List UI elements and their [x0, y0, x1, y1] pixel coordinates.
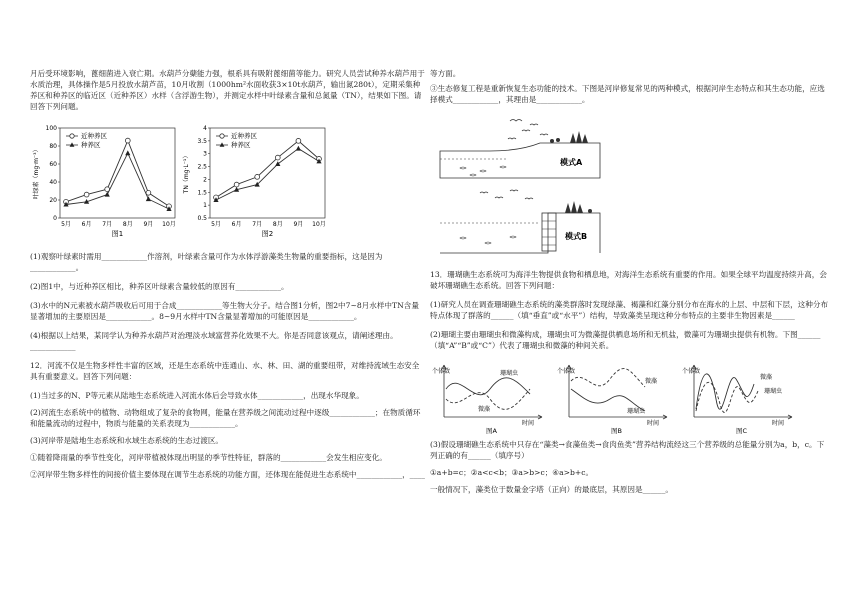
graph-b-xaxis: 时间	[647, 420, 660, 427]
chart-1-ytick-label-3: 60	[49, 161, 57, 168]
chart-2-caption: 图2	[261, 230, 274, 238]
chart-1-series-0-point-3	[125, 138, 130, 143]
chart-1-ytick-label-4: 80	[49, 143, 57, 150]
graph-a-caption: 图A	[486, 427, 497, 435]
chart-1-xtick-label-0: 5月	[61, 221, 71, 228]
birds-top	[508, 120, 548, 140]
chart-1-ytick-label-5: 100	[45, 125, 57, 132]
intro-paragraph: 月后受环境影响，蓖细菌进入衰亡期。水葫芦分蘖能力强，根系具有吸附蓖细菌等能力。研究人员尝试种养水葫芦用于水质治理，具体操作是5月投放水葫芦苗，10月收割（1000hm²水面收获3×10t水葫芦，输出氮280t），定期采集种养区和种养区的临近区（近种养区）水样（含浮游生物），并测定水样中叶绿素含量和总氮量（TN），结果如下图。请回答下列问题。	[30, 69, 425, 111]
chart-2-xtick-label-0: 5月	[211, 221, 221, 228]
figures-row	[30, 120, 425, 245]
chart-2-series-1-point-4	[296, 146, 301, 151]
mode-b-trees	[565, 201, 592, 213]
relationship-graphs	[430, 359, 830, 435]
question-12-intro: 12．河流不仅是生物多样性丰富的区域，还是生态系统中连通山、水、林、田、湖的重要纽带，对维持流域生态安全具有重要意义。回答下列问题：	[30, 361, 420, 381]
chart-2-ytick-label-1: 1	[203, 202, 207, 210]
mode-b-wall-bricks	[542, 221, 556, 245]
graph-c-coral-curve	[696, 382, 758, 412]
graph-a	[430, 359, 550, 435]
chart-1-ytick-label-0: 0	[53, 215, 57, 222]
chart-1-ylabel: 叶绿素（mg·m⁻³）	[33, 146, 40, 200]
graph-c-algae-curve	[696, 374, 754, 409]
chart-2-xtick-label-1: 6月	[231, 221, 242, 228]
graph-b-yaxis: 个体数	[557, 368, 576, 375]
chart-2-series-0-line	[216, 141, 319, 198]
right-column	[430, 68, 830, 503]
graph-a-xaxis: 时间	[522, 420, 535, 427]
graph-b	[555, 359, 675, 435]
chart-2-legend-1-label: 种养区	[231, 141, 251, 150]
chart-2-series-0-point-2	[255, 174, 260, 179]
question-13-part-3-options: ①a+b=c；②a<c<b；③a>b>c；④a>b+c。	[430, 468, 594, 477]
question-12-part-2: (2)河流生态系统中的植物、动物组成了复杂的食物网，能量在营养级之间流动过程中逐级____________；在物质循环和能量流动的过程中，物质与能量的关系表现为____________。	[30, 408, 421, 428]
question-13-intro: 13．珊瑚礁生态系统可为海洋生物提供食物和栖息地，对海洋生态系统有重要的作用。如果全球平均温度持续升高，会破坏珊瑚礁生态系统。回答下列问题：	[430, 270, 827, 290]
chart-2-series-0-point-4	[296, 138, 301, 143]
question-13-part-3: (3)假设珊瑚礁生态系统中只存在“藻类→食藻鱼类→食肉鱼类”营养结构流经这三个营养级的总能量分别为a，b，c。下列正确的有______（填序号）	[430, 440, 825, 460]
figure-2-chart	[180, 120, 360, 245]
question-13-part-4: 一般情况下，藻类位于数量金字塔（正向）的最底层，其原因是______。	[430, 485, 673, 494]
chart-2-series-1-point-3	[275, 161, 280, 166]
birds-middle	[480, 190, 533, 199]
chart-1-ytick-label-1: 20	[49, 197, 57, 204]
riverbank-modes-diagram	[430, 113, 610, 263]
chart-2-ytick-label-6: 3.5	[197, 137, 207, 145]
chart-2-xtick-label-5: 10月	[312, 221, 326, 228]
question-13-part-1: (1)研究人员在调查珊瑚礁生态系统的藻类群落时发现绿藻、褐藻和红藻分别分布在海水的上层、中层和下层，这种分布特点体现了群落的______（填“垂直”或“水平”）结构，导致藻类呈现这种分布特点的主要非生物因素是______	[430, 300, 829, 320]
chart-2-xtick-label-4: 9月	[293, 221, 304, 228]
graph-b-coral-label: 珊瑚虫	[627, 408, 646, 415]
question-3: (3)水中的N元素被水葫芦吸收后可用于合成____________等生物大分子。结合图1分析，图2中7~8月水样中TN含量显著增加的主要原因是____________。8~9月水样中TN含量显著增加的可能原因是____________。	[30, 301, 419, 321]
graph-b-algae-curve	[571, 369, 645, 387]
chart-1-series-1-line	[66, 153, 169, 209]
mode-a-label: 模式A	[560, 158, 583, 167]
chart-1-legend-0-label: 近种养区	[81, 132, 107, 141]
chart-1-xtick-label-5: 10月	[162, 221, 176, 228]
chart-2-series-0-point-1	[234, 182, 239, 187]
mode-b-fish	[460, 236, 516, 244]
chart-2-ytick-label-5: 3	[203, 150, 207, 158]
chart-2-ytick-label-3: 2	[203, 176, 207, 184]
graph-b-caption: 图B	[611, 427, 622, 435]
graph-a-algae-label: 微藻	[478, 406, 491, 413]
graph-c-yaxis: 个体数	[682, 368, 701, 375]
chart-1-series-1-point-4	[146, 196, 151, 201]
graph-a-coral-label: 珊瑚虫	[500, 370, 519, 377]
chart-2-ytick-label-4: 2.5	[197, 163, 207, 171]
question-12-part-3a: ①随着降雨量的季节性变化，河岸带植被体现出明显的季节性特征，群落的____________会发生相应变化。	[30, 453, 387, 462]
chart-2-ylabel: TN（mg·L⁻¹）	[183, 152, 190, 194]
graph-c	[680, 359, 810, 435]
chart-2-ytick-label-2: 1.5	[197, 189, 207, 197]
chart-2-xtick-label-2: 7月	[252, 221, 263, 228]
continued-text: 等方面。	[430, 69, 461, 78]
graph-c-algae-label: 微藻	[760, 374, 773, 381]
left-column	[30, 68, 425, 488]
chart-1-legend-1-label: 种养区	[81, 141, 101, 150]
chart-1-series-1-point-3	[125, 150, 130, 155]
question-13-part-2: (2)珊瑚主要由珊瑚虫和微藻构成，珊瑚虫可为微藻提供栖息场所和无机盐，微藻可为珊瑚虫提供有机物。下图______（填“A”“B”或“C”）代表了珊瑚虫和微藻的种间关系。	[430, 330, 821, 350]
chart-2-series-0-point-3	[275, 155, 280, 160]
chart-2-series-1-line	[216, 149, 319, 200]
chart-1-legend-0-marker	[70, 134, 74, 138]
chart-2-legend-0-label: 近种养区	[231, 132, 257, 141]
chart-1-xtick-label-3: 8月	[122, 221, 133, 228]
graph-c-caption: 图C	[736, 427, 748, 435]
chart-1-ytick-label-2: 40	[49, 179, 57, 186]
chart-1-xtick-label-4: 9月	[143, 221, 154, 228]
question-12-part-1: (1)当过多的N、P等元素从陆地生态系统进入河流水体后会导致水体____________，出现水华现象。	[30, 391, 364, 400]
question-12-part-3: (3)河岸带是陆地生态系统和水域生态系统的生态过渡区。	[30, 436, 224, 445]
question-12-part-3c: ③生态修复工程是重新恢复生态功能的技术。下图是河岸修复常见的两种模式，根据河岸生态特点和其生态功能，应选择模式____________，其理由是____________。	[430, 84, 825, 104]
mode-b-label: 模式B	[565, 232, 588, 241]
mode-a-trees	[550, 131, 588, 143]
chart-2-legend-0-marker	[220, 134, 224, 138]
chart-1-series-0-point-1	[84, 192, 89, 197]
question-4: (4)根据以上结果，某同学认为种养水葫芦对治理淡水域富营养化效果不大。你是否同意该观点，请阐述理由。____________	[30, 331, 398, 351]
mode-a-fish	[460, 166, 506, 176]
chart-1-series-1-point-2	[105, 192, 110, 197]
graph-c-xaxis: 时间	[772, 420, 785, 427]
chart-2-ytick-label-7: 4	[203, 125, 207, 132]
graph-a-yaxis: 个体数	[432, 368, 451, 375]
chart-1-xtick-label-1: 6月	[81, 221, 92, 228]
chart-1-xtick-label-2: 7月	[102, 221, 113, 228]
graph-a-coral-curve	[446, 378, 530, 395]
question-2: (2)图1中，与近种养区相比，种养区叶绿素含量较低的原因有____________。	[30, 282, 289, 291]
question-1: (1)观察叶绿素时需用____________作溶剂，叶绿素含量可作为水体浮游藻类生物量的重要指标，这是因为____________。	[30, 252, 383, 272]
chart-2-xtick-label-3: 8月	[272, 221, 283, 228]
graph-b-algae-label: 微藻	[645, 378, 658, 385]
question-12-part-3b: ②河岸带生物多样性的间接价值主要体现在调节生态系统的功能方面，还体现在能促进生态系统中____________，____	[30, 470, 425, 479]
mode-b-wall	[542, 213, 556, 251]
chart-2-ytick-label-0: 0.5	[197, 215, 207, 222]
chart-2-frame	[210, 128, 325, 218]
graph-c-coral-label: 珊瑚虫	[764, 388, 783, 395]
chart-1-caption: 图1	[111, 230, 124, 238]
